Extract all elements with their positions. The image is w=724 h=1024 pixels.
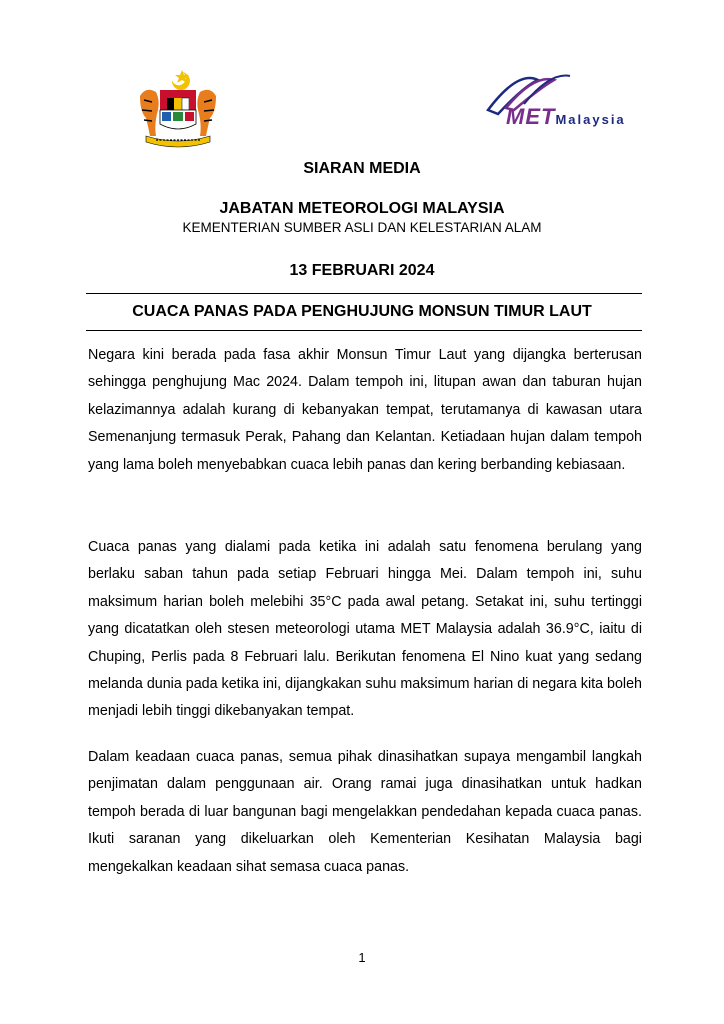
body-paragraph-3: Dalam keadaan cuaca panas, semua pihak dinasihatkan supaya mengambil langkah penjimatan dalam penggunaan air. Orang ramai juga dinasihatkan untuk hadkan tempoh berada di luar bangunan bagi mengelakkan pendedahan kepada cuaca panas. Ikuti saranan yang dikeluarkan oleh Kementerian Kesihatan Malaysia bagi mengekalkan keadaan sihat semasa cuaca panas. [88,749,642,875]
release-date: 13 FEBRUARI 2024 [289,262,435,279]
met-malaysia-wordmark [506,104,626,130]
headline-bottom-rule [86,330,642,331]
coat-of-arms-logo [132,66,224,152]
ministry-name: KEMENTERIAN SUMBER ASLI DAN KELESTARIAN ALAM [182,220,542,235]
agency-name: JABATAN METEOROLOGI MALAYSIA [219,200,505,217]
media-release-title: SIARAN MEDIA [303,160,421,177]
malaysia-text: Malaysia [555,112,626,127]
met-text: MET [506,104,556,129]
page-number: 1 [358,950,366,965]
headline-top-rule [86,293,642,294]
headline: CUACA PANAS PADA PENGHUJUNG MONSUN TIMUR LAUT [132,303,592,320]
body-paragraph-2: Cuaca panas yang dialami pada ketika ini adalah satu fenomena berulang yang berlaku saban tahun pada setiap Februari hingga Mei. Dalam tempoh ini, suhu maksimum harian boleh melebihi 35°C pada awal petang. Setakat ini, suhu tertinggi yang dicatatkan oleh stesen meteorologi utama MET Malaysia adalah 36.9°C, iaitu di Chuping, Perlis pada 8 Februari lalu. Berikutan fenomena El Nino kuat yang sedang melanda dunia pada ketika ini, dijangkakan suhu maksimum harian di negara kita boleh menjadi lebih tinggi dikebanyakan tempat. [88,539,642,720]
body-paragraph-1: Negara kini berada pada fasa akhir Monsun Timur Laut yang dijangka berterusan sehingga penghujung Mac 2024. Dalam tempoh ini, litupan awan dan taburan hujan kelazimannya adalah kurang di kebanyakan tempat, terutamanya di kawasan utara Semenanjung termasuk Perak, Pahang dan Kelantan. Ketiadaan hujan dalam tempoh yang lama boleh menyebabkan cuaca lebih panas dan kering berbanding kebiasaan. [88,347,642,473]
